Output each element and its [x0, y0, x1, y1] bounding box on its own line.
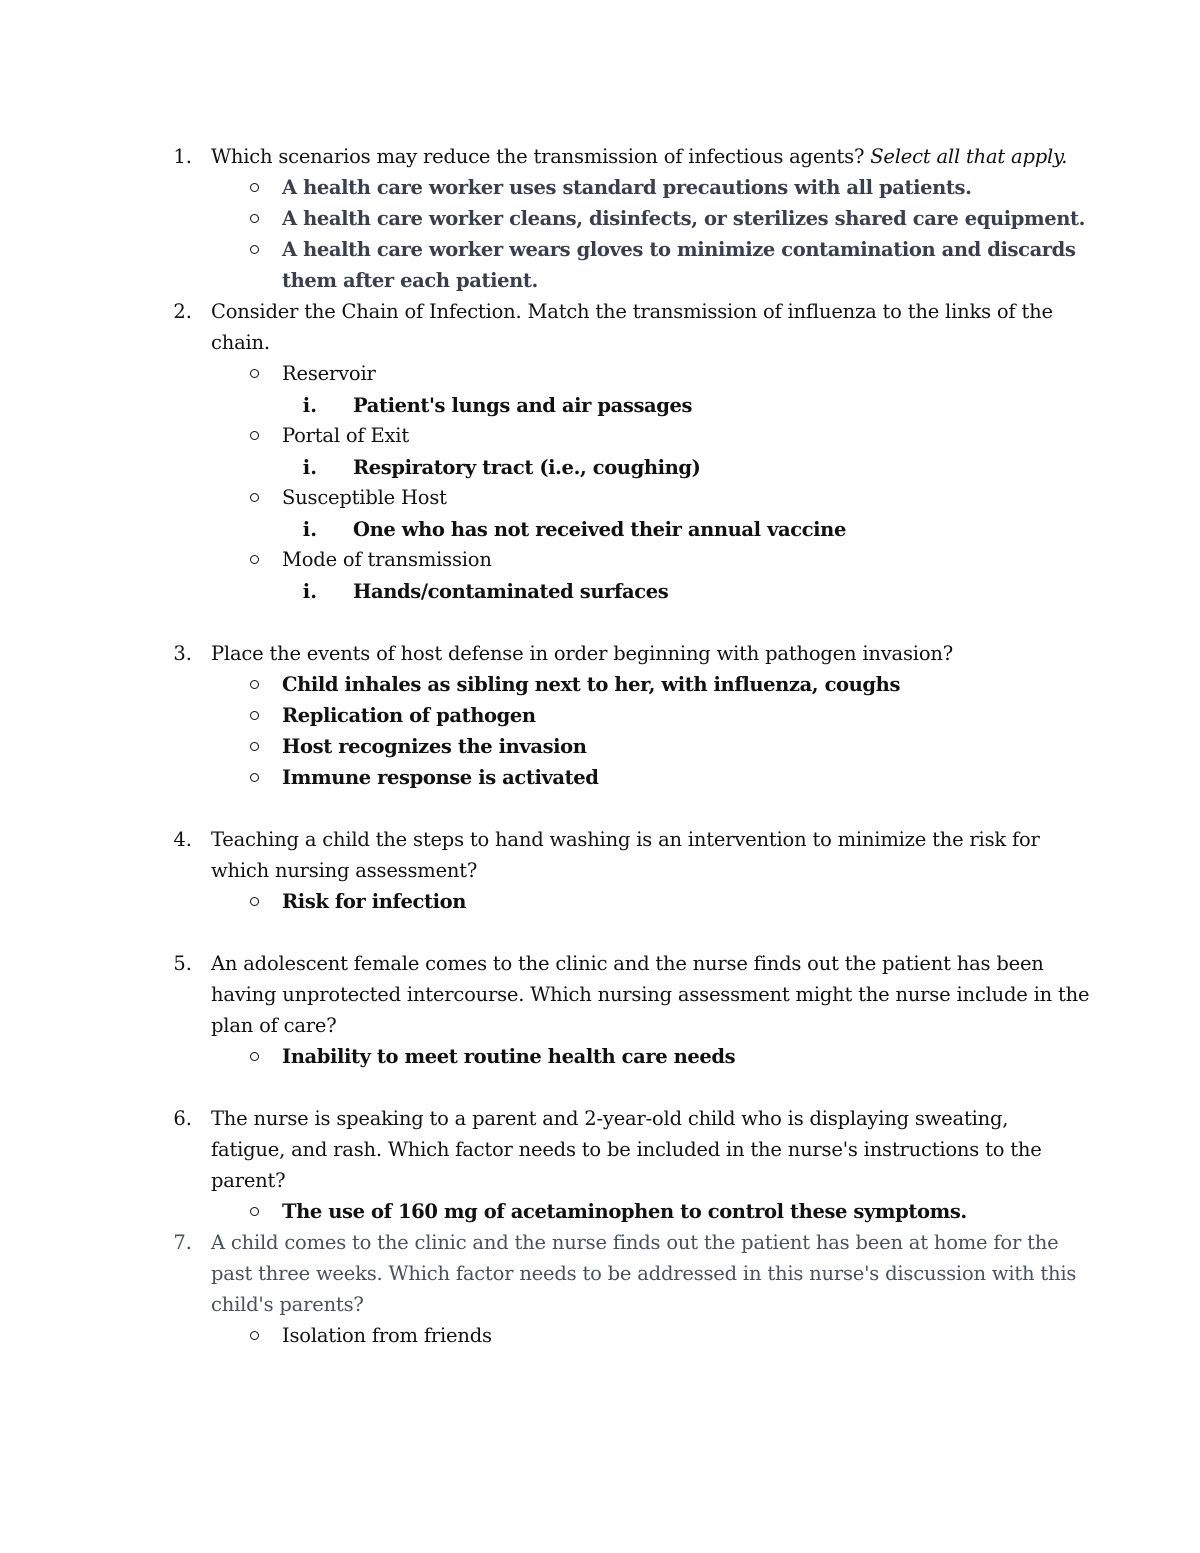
roman-marker: i.	[302, 456, 317, 479]
question-text-continued: chain.	[211, 331, 270, 354]
question-text: Place the events of host defense in order beginning with pathogen invasion?	[211, 642, 953, 665]
answer-option: Immune response is activated	[282, 766, 599, 789]
chain-link-answer: One who has not received their annual vaccine	[353, 518, 846, 541]
bullet-icon	[250, 245, 259, 254]
answer-option: A health care worker cleans, disinfects, or sterilizes shared care equipment.	[282, 207, 1085, 230]
bullet-icon	[250, 1331, 259, 1340]
question-text-continued: child's parents?	[211, 1293, 364, 1316]
question-number: 6.	[173, 1107, 192, 1130]
bullet-icon	[250, 897, 259, 906]
question-text: The nurse is speaking to a parent and 2-year-old child who is displaying sweating,	[211, 1107, 1009, 1130]
bullet-icon	[250, 1052, 259, 1061]
question-number: 3.	[173, 642, 192, 665]
chain-link-label: Portal of Exit	[282, 424, 409, 447]
chain-link-label: Susceptible Host	[282, 486, 447, 509]
answer-option: Risk for infection	[282, 890, 467, 913]
chain-link-answer: Respiratory tract (i.e., coughing)	[353, 456, 701, 479]
answer-option: Child inhales as sibling next to her, with influenza, coughs	[282, 673, 901, 696]
answer-option: A health care worker wears gloves to minimize contamination and discards	[282, 238, 1076, 261]
question-text-continued: parent?	[211, 1169, 286, 1192]
question-text: A child comes to the clinic and the nurse finds out the patient has been at home for the	[211, 1231, 1059, 1254]
question-number: 7.	[173, 1231, 192, 1254]
bullet-icon	[250, 183, 259, 192]
answer-option: Inability to meet routine health care needs	[282, 1045, 736, 1068]
question-number: 2.	[173, 300, 192, 323]
question-text	[211, 141, 1067, 172]
question-text-continued: which nursing assessment?	[211, 859, 478, 882]
question-text-continued: plan of care?	[211, 1014, 337, 1037]
question-instruction: Select all that apply.	[870, 145, 1068, 168]
question-text-continued: having unprotected intercourse. Which nursing assessment might the nurse include in the	[211, 983, 1090, 1006]
question-text-continued: past three weeks. Which factor needs to be addressed in this nurse's discussion with this	[211, 1262, 1077, 1285]
roman-marker: i.	[302, 518, 317, 541]
question-number: 5.	[173, 952, 192, 975]
roman-marker: i.	[302, 580, 317, 603]
bullet-icon	[250, 742, 259, 751]
question-text: An adolescent female comes to the clinic and the nurse finds out the patient has been	[211, 952, 1044, 975]
question-number: 1.	[173, 145, 192, 168]
answer-option: Isolation from friends	[282, 1324, 492, 1347]
chain-link-label: Mode of transmission	[282, 548, 492, 571]
chain-link-label: Reservoir	[282, 362, 376, 385]
bullet-icon	[250, 773, 259, 782]
bullet-icon	[250, 214, 259, 223]
bullet-icon	[250, 711, 259, 720]
bullet-icon	[250, 431, 259, 440]
bullet-icon	[250, 555, 259, 564]
bullet-icon	[250, 1207, 259, 1216]
bullet-icon	[250, 369, 259, 378]
bullet-icon	[250, 493, 259, 502]
question-stem: Which scenarios may reduce the transmission of infectious agents?	[211, 145, 865, 168]
chain-link-answer: Patient's lungs and air passages	[353, 394, 693, 417]
question-text: Consider the Chain of Infection. Match the transmission of influenza to the links of the	[211, 300, 1053, 323]
answer-option: Replication of pathogen	[282, 704, 536, 727]
question-number: 4.	[173, 828, 192, 851]
roman-marker: i.	[302, 394, 317, 417]
answer-option-continued: them after each patient.	[282, 269, 538, 292]
answer-option: Host recognizes the invasion	[282, 735, 587, 758]
question-text: Teaching a child the steps to hand washing is an intervention to minimize the risk for	[211, 828, 1040, 851]
bullet-icon	[250, 680, 259, 689]
answer-option: A health care worker uses standard precautions with all patients.	[282, 176, 972, 199]
chain-link-answer: Hands/contaminated surfaces	[353, 580, 669, 603]
question-text-continued: fatigue, and rash. Which factor needs to be included in the nurse's instructions to the	[211, 1138, 1042, 1161]
answer-option: The use of 160 mg of acetaminophen to control these symptoms.	[282, 1200, 967, 1223]
